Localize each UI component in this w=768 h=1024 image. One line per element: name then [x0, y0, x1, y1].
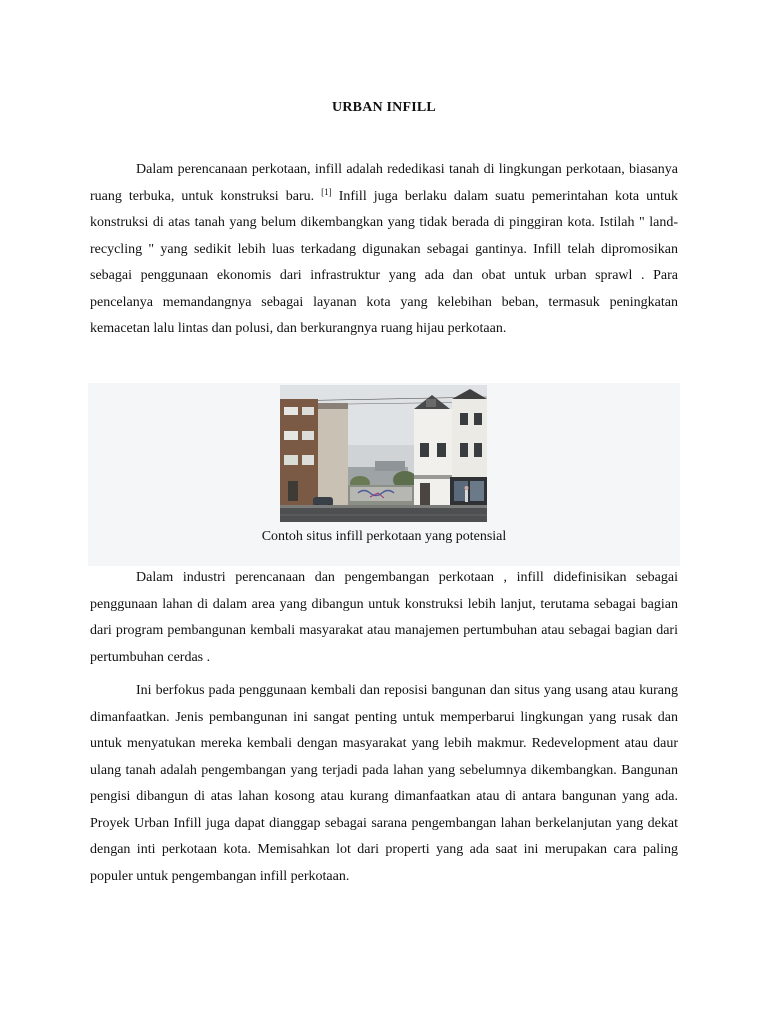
figure: [88, 383, 680, 566]
paragraph-1-text-b: Infill juga berlaku dalam suatu pemerintahan kota untuk konstruksi di atas tanah yang belum dikembangkan yang tidak berada di pinggiran kota. Istilah " land-recycling " yang sedikit lebih luas terkadang digunakan sebagai gantinya. Infill telah dipromosikan sebagai penggunaan ekonomis dari infrastruktur yang ada dan obat untuk urban sprawl . Para pencelanya memandangnya sebagai layanan kota yang kelebihan beban, termasuk peningkatan kemacetan lalu lintas dan polusi, dan berkurangnya ruang hijau perkotaan.: [90, 188, 679, 336]
footnote-reference[interactable]: [1]: [321, 186, 332, 197]
paragraph-1: [90, 157, 678, 343]
paragraph-1-text-a: Dalam perencanaan perkotaan, infill adalah rededikasi tanah di lingkungan perkotaan, biasanya ruang terbuka, untuk konstruksi baru.: [90, 162, 678, 204]
figure-caption: Contoh situs infill perkotaan yang potensial: [261, 529, 507, 544]
paragraph-3: Ini berfokus pada penggunaan kembali dan reposisi bangunan dan situs yang usang atau kurang dimanfaatkan. Jenis pembangunan ini sangat penting untuk memperbarui lingkungan yang rusak dan untuk menyatukan mereka kembali dengan masyarakat yang lebih makmur. Redevelopment atau daur ulang tanah adalah pengembangan yang terjadi pada lahan yang sebelumnya dikembangkan. Bangunan pengisi dibangun di atas lahan kosong atau kurang dimanfaatkan atau di antara bangunan yang ada. Proyek Urban Infill juga dapat dianggap sebagai sarana pengembangan lahan berkelanjutan yang dekat dengan inti perkotaan kota. Memisahkan lot dari properti yang ada saat ini merupakan cara paling populer untuk pengembangan infill perkotaan.: [90, 683, 678, 884]
page-title: URBAN INFILL: [332, 100, 436, 115]
infill-site-photo: [280, 385, 487, 522]
paragraph-2: Dalam industri perencanaan dan pengembangan perkotaan , infill didefinisikan sebagai penggunaan lahan di dalam area yang dibangun untuk konstruksi lebih lanjut, terutama sebagai bagian dari program pembangunan kembali masyarakat atau manajemen pertumbuhan atau sebagai bagian dari pertumbuhan cerdas .: [90, 570, 678, 665]
